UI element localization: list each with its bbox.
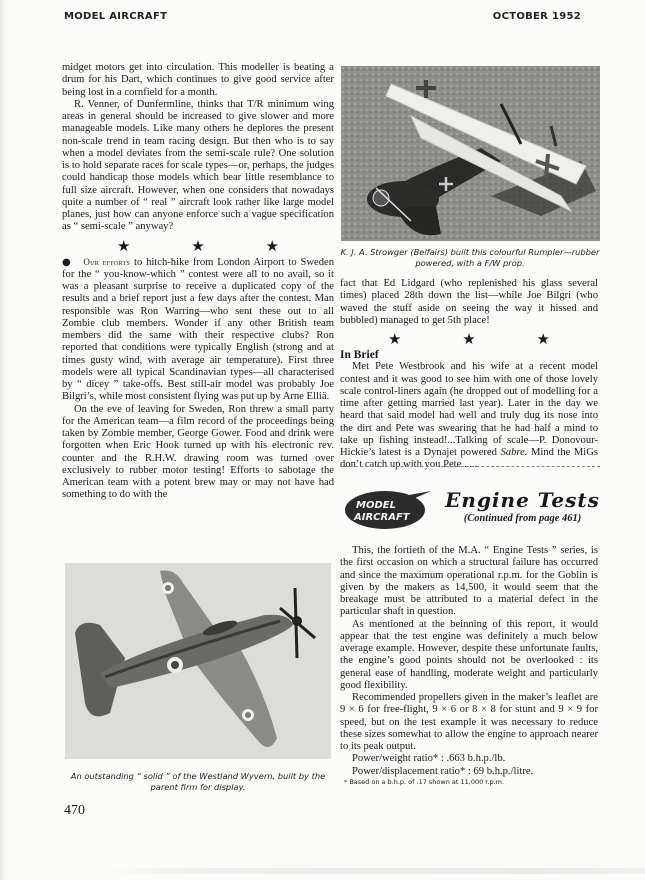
paragraph: R. Venner, of Dunfermline, thinks that T/R minimum wing areas in general should be increased to give slower and more manageable models. Like many others he deplores the present non-scale trend in team racing design. But then who is to say when a model deviates from the semi-scale rule? One solution is to hold separate races for scale types—or, perhaps, the judges could handicap those models which bear little resemblance to full size aircraft. However, when one considers that nowadays quite a number of “ real ” aircraft look rather like large model planes, just how can anyone enforce such a vague specification as “ semi-scale ” anyway?	[62, 98, 334, 233]
in-brief-paragraph	[340, 361, 598, 471]
paragraph-our-efforts	[62, 256, 334, 404]
in-brief-text-end: Mind the MiGs don’t catch up with you Pete . . .	[340, 447, 599, 471]
scan-artifact-bottom	[100, 868, 645, 874]
in-brief-italic: Sabre.	[500, 447, 528, 458]
rumpler-biplane-image	[341, 66, 600, 241]
bullet-icon: ●	[62, 256, 72, 268]
engine-tests-title: Engine Tests	[445, 488, 600, 512]
section-separator-stars: ★ ★ ★	[388, 330, 578, 348]
issue-date: OCTOBER 1952	[492, 11, 581, 22]
power-displacement-ratio: Power/displacement ratio* : 69 b.h.p./litre.	[352, 765, 534, 777]
scan-edge-shadow	[0, 0, 6, 880]
paragraph-continuation: fact that Ed Lidgard (who replenished his glass several times) placed 28th down the list—while Joe Bilgri (who waved the stuff aside on seeing the way it hissed and bubbled) managed to get 5th place!	[340, 278, 598, 326]
logo-line-2: AIRCRAFT	[354, 512, 410, 523]
section-separator-stars: ★ ★ ★	[117, 236, 307, 255]
in-brief-heading: In Brief	[340, 349, 379, 361]
paragraph-text: to hitch-hike from London Airport to Sweden for the “ you-know-which ” contest were all to no avail, so it was a pleasant surprise to receive a duplicated copy of the results and a brief report just a few days after the contest. Man responsible was Ron Warring—who sent these out to all Zombie club members. Wonder if any other British team members did the same with their respective clubs? Ron reported that conditions were typically English (strong and at times gusty wind, with average air temperature). First three models were all typical Scandinavian types—all characterised by “ dicey ” take-offs. Best still-air model was probably Joe Bilgri’s, while most consistent flying was put up by Arne Elliä.	[62, 256, 334, 403]
lead-in-smallcaps: Our efforts	[83, 256, 131, 267]
model-aircraft-logo	[343, 487, 433, 531]
engine-tests-column	[340, 545, 598, 786]
section-divider	[340, 466, 600, 467]
rumpler-caption: K. J. A. Strowger (Belfairs) built this colourful Rumpler—rubber powered, with a F/W prop.	[340, 247, 600, 268]
engine-tests-subtitle: (Continued from page 461)	[463, 513, 582, 524]
magazine-title: MODEL AIRCRAFT	[64, 11, 168, 22]
paragraph: midget motors get into circulation. This modeller is beating a drum for his Dart, which continues to give good service after being lost in a cornfield for a month.	[62, 62, 334, 98]
right-column	[340, 278, 598, 472]
in-brief-text: Met Pete Westbrook and his wife at a recent model contest and it was good to see him with one of those lovely scale control-liners again (he dropped out of modelling for a time after getting married last year). Later in the day we heard that said model had well and truly dug its nose into the dirt and Pete was swearing that he had half a mind to take up fishing instead!...Talking of scale—P. Donovour-Hickie’s latest is a Dynajet powered	[340, 361, 598, 458]
paragraph: This, the fortieth of the M.A. “ Engine Tests ” series, is the first occasion on which a structural failure has occurred and since the maximum operational r.p.m. for the Goblin is given by the makers as 14,500, it would seem that the breakage must be attributed to a material defect in the particular shaft in question.	[340, 545, 598, 618]
paragraph: On the eve of leaving for Sweden, Ron threw a small party for the American team—a film record of the proceedings being taken by Zombie member, George Gower. Food and drink were forgotten when Eric Hook turned up with his electronic rev. counter and the R.H.W. drawing room was turned over exclusively to rubber motor testing! Efforts to sabotage the American team with a potent brew may or may not have had something to do with the	[62, 403, 334, 501]
running-head	[64, 11, 581, 22]
wyvern-photo	[65, 563, 331, 759]
logo-line-1: MODEL	[356, 500, 396, 511]
rumpler-photo	[341, 66, 600, 241]
power-weight-ratio: Power/weight ratio* : .663 b.h.p./lb.	[352, 753, 506, 765]
paragraph: Recommended propellers given in the maker’s leaflet are 9 × 6 for free-flight, 9 × 6 or 8 × 8 for stunt and 9 × 9 for speed, but on the test example it was necessary to reduce these sizes somewhat to allow the engine to approach nearer to its peak output.	[340, 692, 598, 752]
wyvern-caption: An outstanding “ solid ” of the Westland Wyvern, built by the parent firm for display.	[70, 771, 326, 792]
page-number: 470	[64, 803, 85, 818]
left-column	[62, 62, 334, 502]
paragraph: As mentioned at the beinning of this report, it would appear that the test engine was definitely a much below average example. However, despite these unfortunate faults, the engine’s good points should not be overlooked : its general ease of handling, moderate weight and particularly good flexibility.	[340, 618, 598, 691]
footnote: * Based on a b.h.p. of .17 shown at 11,000 r.p.m.	[344, 777, 505, 786]
westland-wyvern-image	[65, 563, 331, 759]
